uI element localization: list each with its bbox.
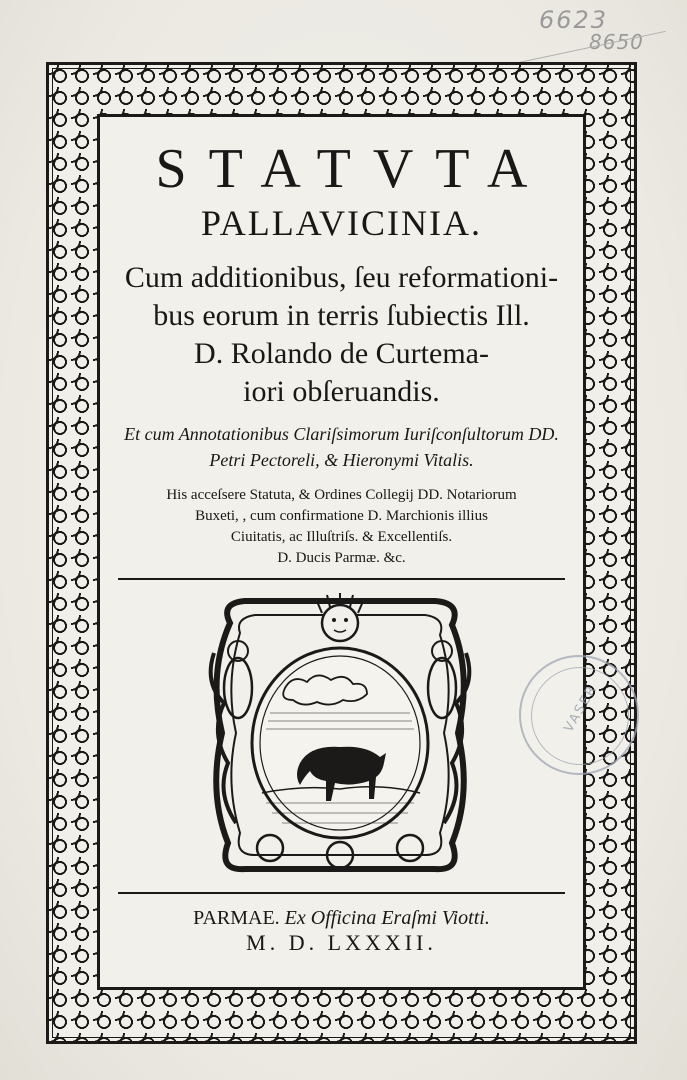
subtitle-line-2: bus eorum in terris ſubiectis Ill. bbox=[153, 299, 530, 332]
additions-line-1: His acceſsere Statuta, & Ordines Collegij DD. Notariorum bbox=[166, 487, 517, 503]
subtitle-line-4: iori obſeruandis. bbox=[243, 375, 440, 408]
pencil-annotation bbox=[519, 6, 669, 66]
pencil-number-2: 8650 bbox=[589, 30, 644, 54]
title-line-1: STATVTA bbox=[155, 138, 550, 200]
imprint-place: PARMAE. bbox=[193, 907, 280, 929]
title-page-content bbox=[100, 117, 583, 987]
additions-line-4: D. Ducis Parmæ. &c. bbox=[277, 550, 406, 566]
stamp-text: VASER bbox=[561, 682, 601, 735]
additions-line-2: Buxeti, , cum confirmatione D. Marchionis illius bbox=[195, 508, 488, 524]
subtitle-line-3: D. Rolando de Curtema- bbox=[194, 337, 489, 370]
lower-rule bbox=[118, 892, 565, 894]
annotation-line-1: Et cum Annotationibus Clariſsimorum Iuriſconſultorum DD. bbox=[124, 424, 559, 444]
upper-rule bbox=[118, 578, 565, 580]
pencil-number-1: 6623 bbox=[539, 6, 609, 34]
annotation-line-2: Petri Pectoreli, & Hieronymi Vitalis. bbox=[209, 450, 474, 470]
publication-year: M. D. LXXXII. bbox=[246, 930, 437, 955]
library-stamp bbox=[519, 655, 639, 775]
additions-line-3: Ciuitatis, ac Illuſtriſs. & Excellentiſs. bbox=[230, 529, 453, 545]
title-line-2: PALLAVICINIA. bbox=[200, 203, 483, 243]
subtitle-line-1: Cum additionibus, ſeu reformationi- bbox=[124, 261, 559, 294]
printer-device-emblem bbox=[200, 593, 480, 878]
imprint-line bbox=[100, 905, 583, 931]
imprint-printer: Ex Officina Eraſmi Viotti. bbox=[284, 907, 490, 929]
